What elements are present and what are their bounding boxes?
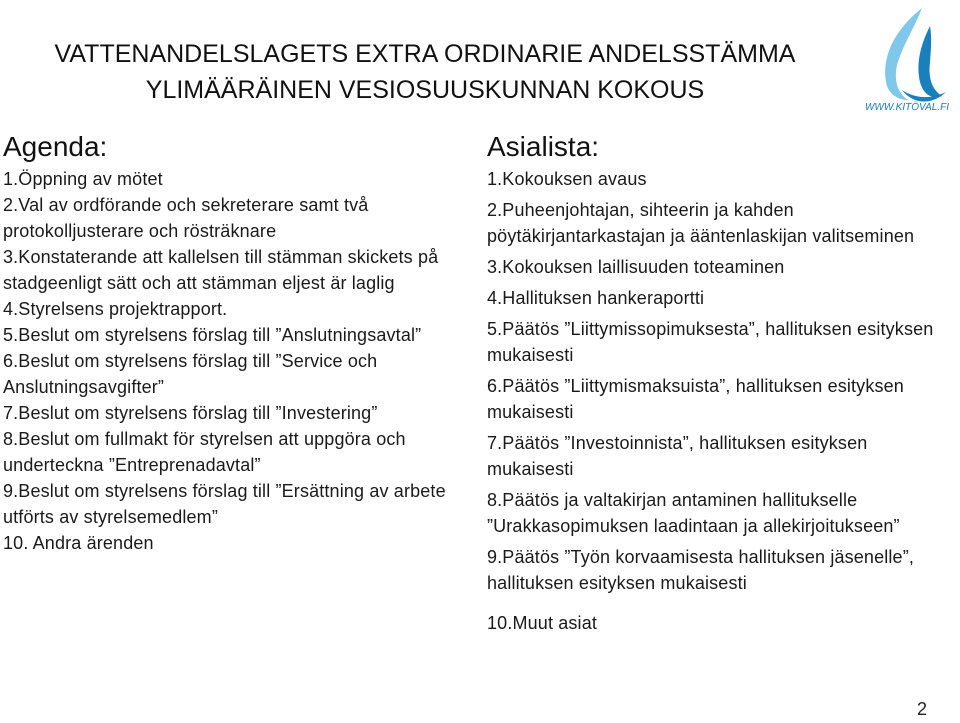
logo-drop-dark [918,26,942,97]
logo-drop-light [885,8,922,100]
agenda-item: 9.Päätös ”Työn korvaamisesta hallituksen jäsenelle”, hallituksen esityksen mukaisesti [487,547,915,593]
water-drop-logo-icon [862,4,952,116]
agenda-item: 5.Päätös ”Liittymissopimuksesta”, hallituksen esityksen mukaisesti [487,319,934,365]
logo-url-text: WWW.KITÖVAL.FI [864,102,950,113]
agenda-finnish [487,132,952,641]
agenda-item: 6.Päätös ”Liittymismaksuista”, hallituksen esityksen mukaisesti [487,376,904,422]
agenda-item: 3.Konstaterande att kallelsen till stämman skickets på stadgeenligt sätt och att stämman eljest är laglig [3,247,439,293]
agenda-item: 7.Päätös ”Investoinnista”, hallituksen esityksen mukaisesti [487,433,868,479]
agenda-item: 7.Beslut om styrelsens förslag till ”Investering” [3,403,378,423]
agenda-item: 2.Puheenjohtajan, sihteerin ja kahden pöytäkirjantarkastajan ja ääntenlaskijan valitseminen [487,200,915,246]
page-number: 2 [916,699,927,719]
agenda-item: 10. Andra ärenden [3,533,154,553]
agenda-list-fi [487,166,952,636]
agenda-item: 2.Val av ordförande och sekreterare samt två protokolljusterare och rösträknare [3,195,369,241]
agenda-item: 9.Beslut om styrelsens förslag till ”Ersättning av arbete utförts av styrelsemedlem” [3,481,446,527]
logo-drop-swoosh [902,90,946,102]
agenda-item: 8.Beslut om fullmakt för styrelsen att uppgöra och underteckna ”Entreprenadavtal” [3,429,406,475]
agenda-item: 1.Kokouksen avaus [487,169,647,189]
agenda-item: 6.Beslut om styrelsens förslag till ”Service och Anslutningsavgifter” [3,351,378,397]
agenda-item: 1.Öppning av mötet [3,169,163,189]
agenda-item: 5.Beslut om styrelsens förslag till ”Anslutningsavtal” [3,325,422,345]
agenda-item: 8.Päätös ja valtakirjan antaminen hallitukselle ”Urakkasopimuksen laadintaan ja allekirjoitukseen” [487,490,900,536]
agenda-list-sv [3,166,473,556]
agenda-item: 3.Kokouksen laillisuuden toteaminen [487,257,785,277]
agenda-heading-sv: Agenda: [3,131,108,162]
agenda-heading-fi: Asialista: [487,131,600,162]
agenda-item: 4.Hallituksen hankeraportti [487,288,705,308]
agenda-item: 10.Muut asiat [487,613,598,633]
kitoval-logo [862,4,952,116]
agenda-item: 4.Styrelsens projektrapport. [3,299,228,319]
title-swedish: VATTENANDELSLAGETS EXTRA ORDINARIE ANDELSSTÄMMA [54,40,796,68]
agenda-swedish [3,132,473,556]
title-finnish: YLIMÄÄRÄINEN VESIOSUUSKUNNAN KOKOUS [145,76,705,104]
slide-title [20,36,830,108]
